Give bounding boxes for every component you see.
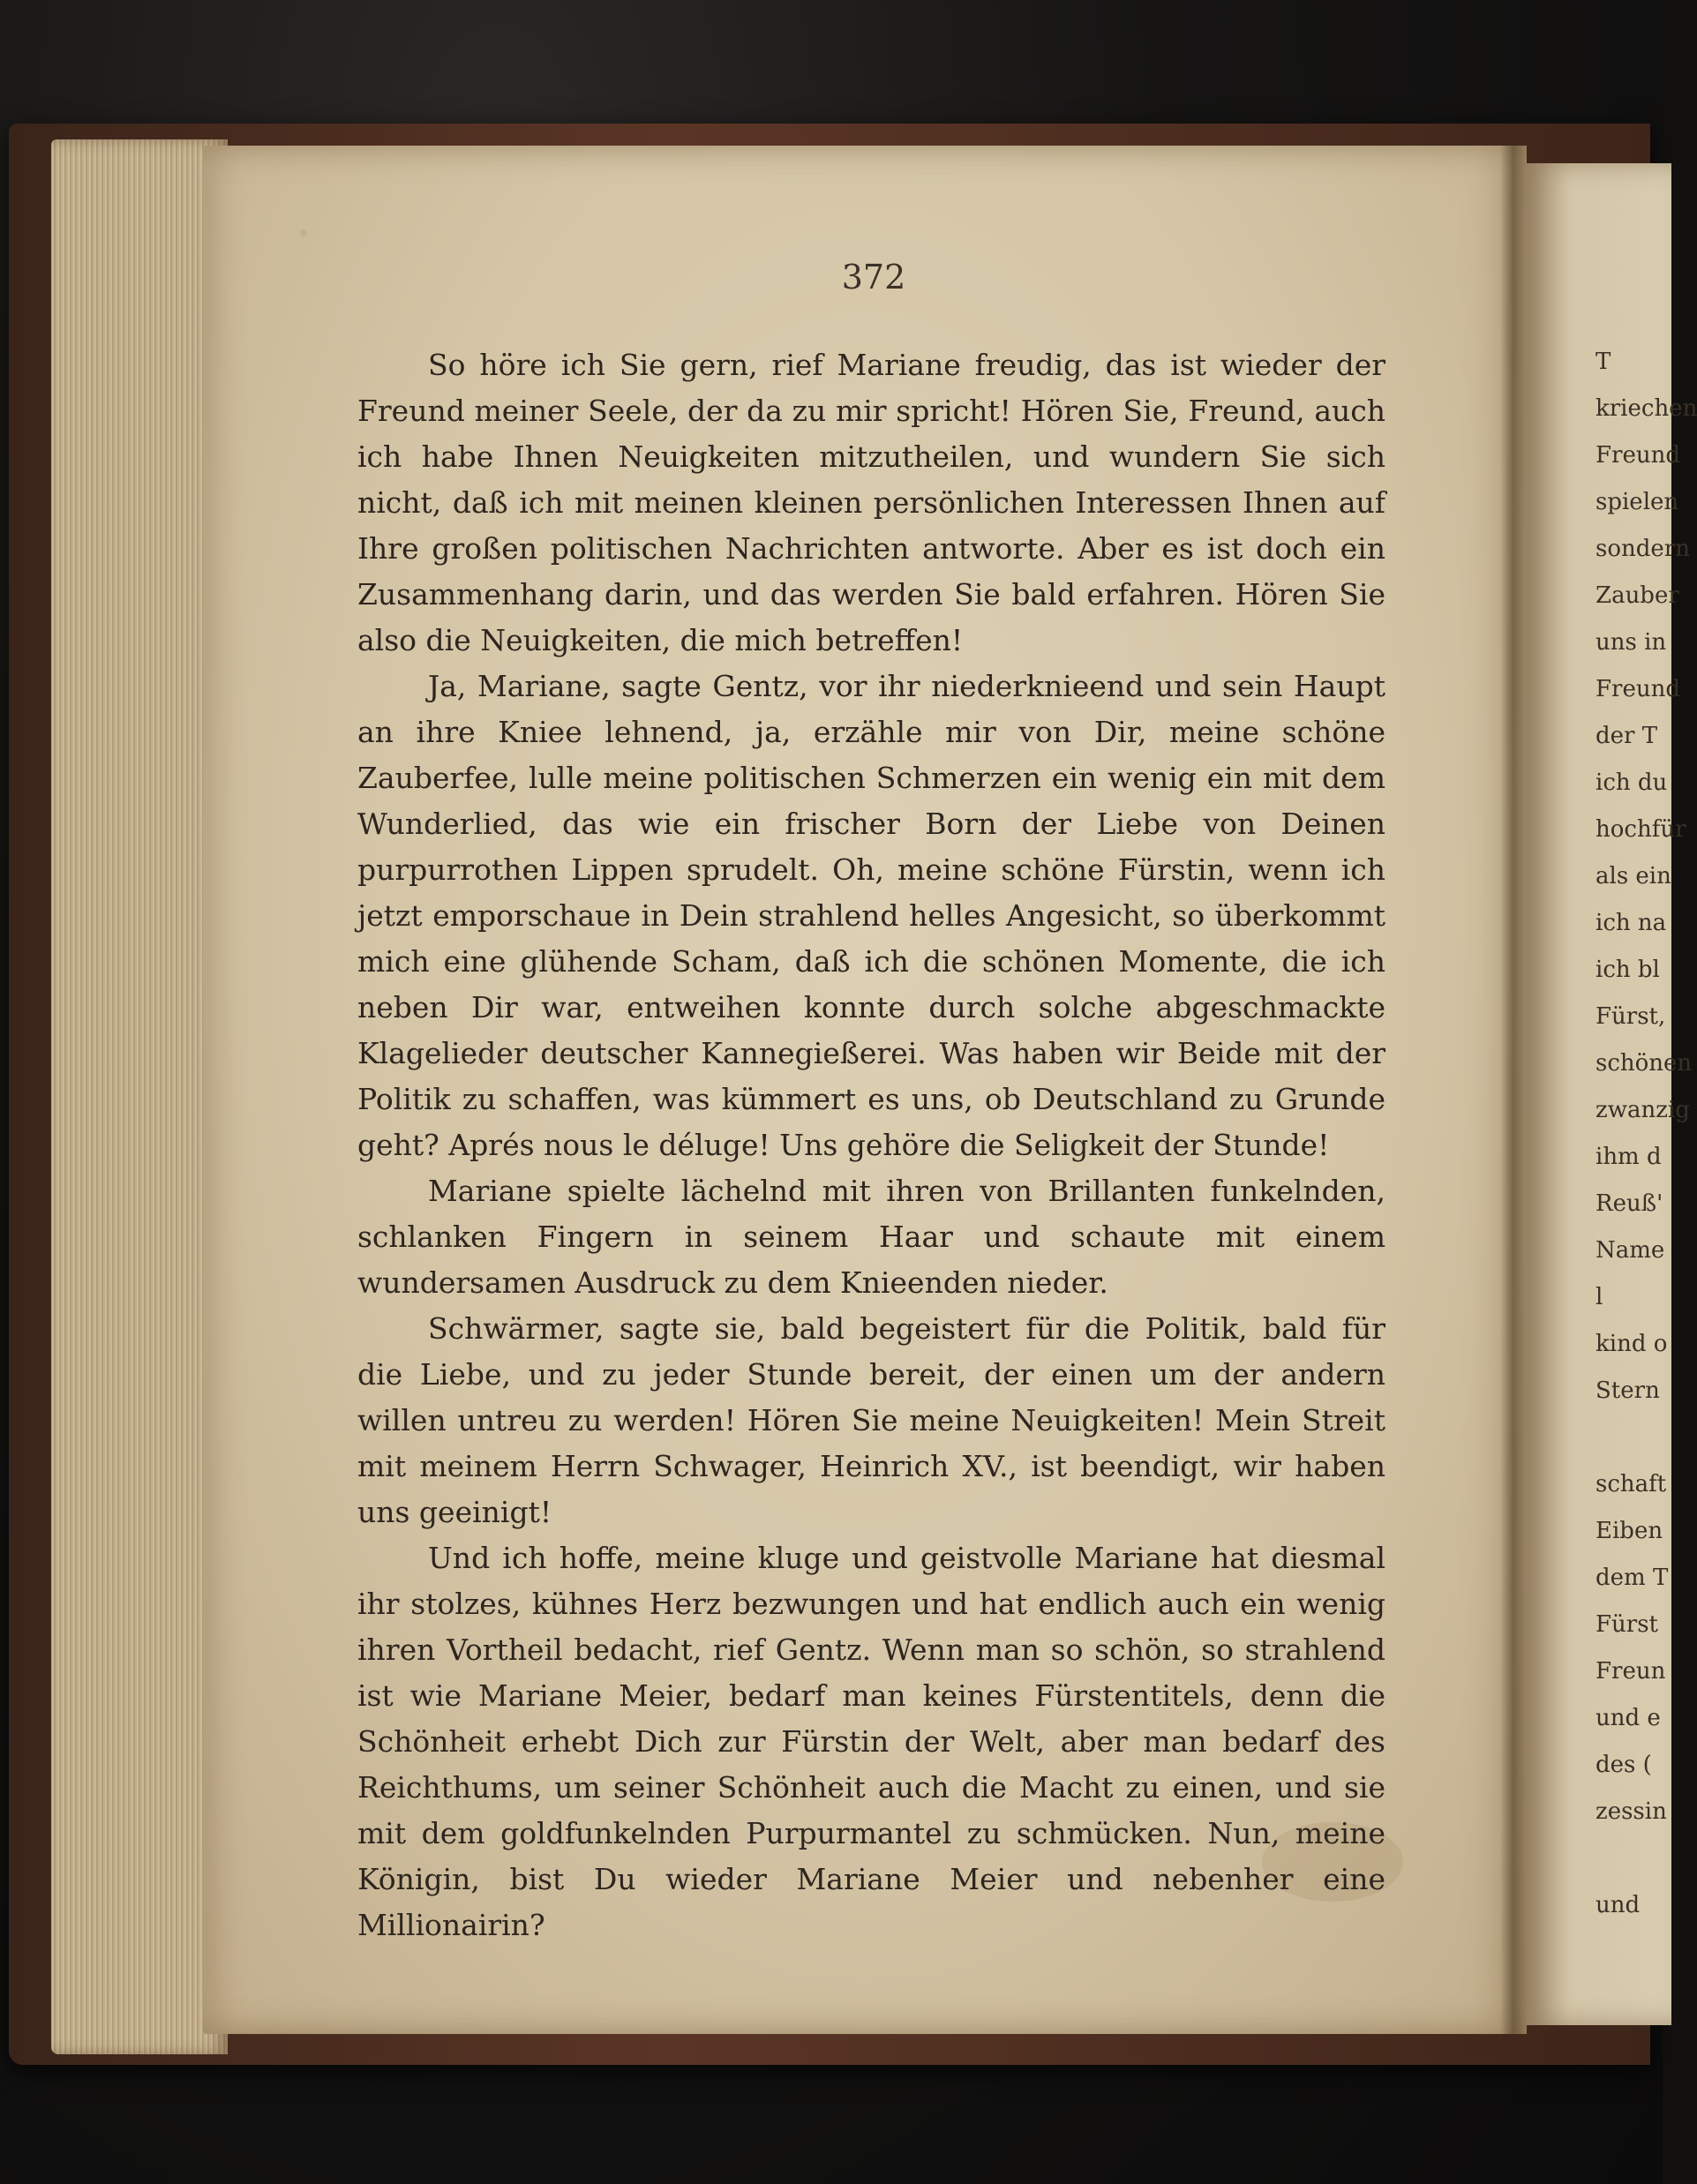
text-fragment: schönen [1596,1050,1693,1077]
right-page-text-fragments [1596,349,1697,1939]
text-fragment: l [1596,1284,1603,1310]
text-fragment: ich du [1596,769,1668,796]
paragraph: Und ich hoffe, meine kluge und geistvolle Mariane hat diesmal ihr stolzes, kühnes Herz bezwungen und hat endlich auch ein wenig ihren Vortheil bedacht, rief Gentz. Wenn man so schön, so strahlend ist wie Mariane Meier, bedarf man keines Fürstentitels, denn die Schönheit erhebt Dich zur Fürstin der Welt, aber man bedarf des Reichthums, um seiner Schönheit auch die Macht zu einen, und sie mit dem goldfunkelnden Purpurmantel zu schmücken. Nun, meine Königin, bist Du wieder Mariane Meier und nebenher eine Millionairin? [357,1541,1385,1942]
text-fragment [1596,1424,1663,1471]
text-fragment: der T [1596,723,1658,749]
text-fragment: ihm d [1596,1144,1662,1170]
text-fragment: Freund [1596,442,1680,469]
text-fragment: Freun [1596,1658,1666,1685]
text-fragment: uns in [1596,629,1667,656]
text-fragment: Stern [1596,1377,1660,1404]
text-fragment: spielen [1596,489,1679,515]
paragraph: Ja, Mariane, sagte Gentz, vor ihr niederknieend und sein Haupt an ihre Kniee lehnend, ja, erzähle mir von Dir, meine schöne Zauberfee, lulle meine politischen Schmerzen ein wenig ein mit dem Wunderlied, das wie ein frischer Born der Liebe von Deinen purpurrothen Lippen sprudelt. Oh, meine schöne Fürstin, wenn ich jetzt emporschaue in Dein strahlend helles Angesicht, so überkommt mich eine glühende Scham, daß ich die schönen Momente, die ich neben Dir war, entweihen konnte durch solche abgeschmackte Klagelieder deutscher Kannegießerei. Was haben wir Beide mit der Politik zu schaffen, was kümmert es uns, ob Deutschland zu Grunde geht? Aprés nous le déluge! Uns gehöre die Seligkeit der Stunde! [357,669,1385,1162]
text-fragment: T [1596,349,1611,375]
text-fragment: Fürst [1596,1611,1659,1638]
paragraph: So höre ich Sie gern, rief Mariane freudig, das ist wieder der Freund meiner Seele, der da zu mir spricht! Hören Sie, Freund, auch ich habe Ihnen Neuigkeiten mitzutheilen, und wundern Sie sich nicht, daß ich mit meinen kleinen persönlichen Interessen Ihnen auf Ihre großen politischen Nachrichten antworte. Aber es ist doch ein Zusammenhang darin, und das werden Sie bald erfahren. Hören Sie also die Neuigkeiten, die mich betreffen! [357,348,1385,657]
text-fragment: des ( [1596,1752,1652,1778]
text-fragment: Eiben [1596,1518,1663,1544]
text-fragment: kind o [1596,1331,1668,1357]
paragraph: Schwärmer, sagte sie, bald begeistert für die Politik, bald für die Liebe, und zu jeder Stunde bereit, der einen um der andern willen untreu zu werden! Hören Sie meine Neuigkeiten! Mein Streit mit meinem Herrn Schwager, Heinrich XV., ist beendigt, wir haben uns geeinigt! [357,1311,1385,1529]
paragraph: Mariane spielte lächelnd mit ihren von Brillanten funkelnden, schlanken Fingern in seinem Haar und schaute mit einem wundersamen Ausdruck zu dem Knieenden nieder. [357,1174,1385,1300]
text-fragment: zwanzig [1596,1097,1690,1123]
text-fragment: als ein [1596,863,1671,889]
text-fragment: Freund [1596,676,1680,702]
text-fragment: und [1596,1892,1641,1918]
text-fragment: Fürst, [1596,1003,1666,1030]
text-fragment: kriechen [1596,395,1697,422]
text-fragment: ich bl [1596,957,1660,983]
text-fragment: ich na [1596,910,1667,936]
paper-spot [300,229,307,236]
text-fragment: zessin [1596,1798,1667,1825]
text-fragment: dem T [1596,1565,1669,1591]
text-fragment: Name [1596,1237,1665,1264]
text-fragment: hochfür [1596,816,1686,843]
page-text [357,342,1385,1948]
book-gutter [1500,146,1527,2034]
text-fragment: sondern [1596,536,1690,562]
text-fragment: und e [1596,1705,1661,1731]
text-fragment: Zauber [1596,582,1679,609]
text-fragment: schaft [1596,1471,1667,1497]
page-edges [51,139,228,2054]
text-fragment [1596,1845,1663,1892]
page-number: 372 [841,258,906,296]
text-fragment: Reuß' [1596,1190,1663,1217]
